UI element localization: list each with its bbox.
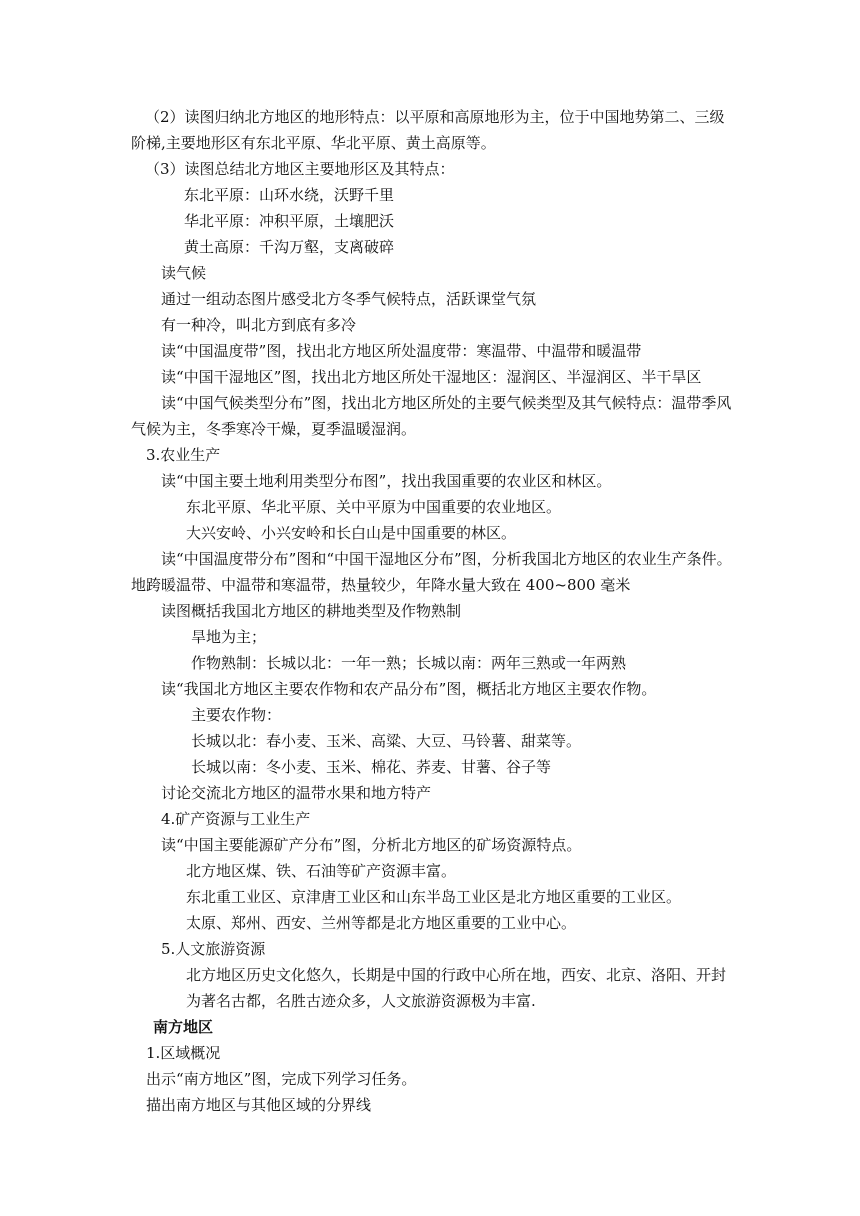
text-line: 读气候: [161, 264, 207, 282]
text-line: 北方地区历史文化悠久，长期是中国的行政中心所在地，西安、北京、洛阳、开封: [186, 966, 727, 984]
text-line: 读“中国干湿地区”图，找出北方地区所处干湿地区：湿润区、半湿润区、半干旱区: [161, 368, 702, 386]
section-heading-overview: 1.区域概况: [146, 1044, 221, 1062]
text-line: 气候为主，冬季寒冷干燥，夏季温暖湿润。: [131, 420, 417, 438]
text-line: 长城以南：冬小麦、玉米、棉花、荞麦、甘薯、谷子等: [191, 758, 552, 776]
text-line: 华北平原：冲积平原，土壤肥沃: [184, 212, 395, 230]
text-line: 读“我国北方地区主要农作物和农产品分布”图，概括北方地区主要农作物。: [161, 680, 657, 698]
text-line: 太原、郑州、西安、兰州等都是北方地区重要的工业中心。: [186, 914, 577, 932]
text-line: 大兴安岭、小兴安岭和长白山是中国重要的林区。: [186, 524, 517, 542]
text-line: 东北重工业区、京津唐工业区和山东半岛工业区是北方地区重要的工业区。: [186, 888, 682, 906]
text-line: 主要农作物：: [191, 706, 282, 724]
text-line: 东北平原：山环水绕，沃野千里: [184, 186, 395, 204]
section-heading-south-region: 南方地区: [153, 1018, 214, 1036]
text-line: 讨论交流北方地区的温带水果和地方特产: [161, 784, 432, 802]
text-line: 北方地区煤、铁、石油等矿产资源丰富。: [186, 862, 457, 880]
text-line: （2）读图归纳北方地区的地形特点：以平原和高原地形为主，位于中国地势第二、三级: [145, 108, 725, 126]
text-line: 阶梯,主要地形区有东北平原、华北平原、黄土高原等。: [131, 134, 496, 152]
section-heading-minerals: 4.矿产资源与工业生产: [161, 810, 311, 828]
text-line: 读“中国温度带分布”图和“中国干湿地区分布”图，分析我国北方地区的农业生产条件。: [161, 550, 732, 568]
text-line: 为著名古都，名胜古迹众多，人文旅游资源极为丰富.: [186, 992, 536, 1010]
text-line: 读“中国气候类型分布”图，找出北方地区所处的主要气候类型及其气候特点：温带季风: [161, 394, 732, 412]
text-line: 旱地为主；: [191, 628, 267, 646]
text-line: 出示“南方地区”图，完成下列学习任务。: [146, 1070, 417, 1088]
text-line: 通过一组动态图片感受北方冬季气候特点，活跃课堂气氛: [161, 290, 537, 308]
text-line: 东北平原、华北平原、关中平原为中国重要的农业地区。: [186, 498, 562, 516]
section-heading-agriculture: 3.农业生产: [146, 446, 221, 464]
text-line: 地跨暖温带、中温带和寒温带，热量较少，年降水量大致在 400~800 毫米: [131, 576, 631, 594]
text-line: （3）读图总结北方地区主要地形区及其特点：: [145, 160, 455, 178]
text-line: 读“中国主要能源矿产分布”图，分析北方地区的矿场资源特点。: [161, 836, 582, 854]
text-line: 长城以北：春小麦、玉米、高粱、大豆、马铃薯、甜菜等。: [191, 732, 582, 750]
text-line: 读“中国温度带”图，找出北方地区所处温度带：寒温带、中温带和暖温带: [161, 342, 642, 360]
text-line: 描出南方地区与其他区域的分界线: [146, 1096, 372, 1114]
text-line: 黄土高原：千沟万壑，支离破碎: [184, 238, 395, 256]
text-line: 作物熟制：长城以北：一年一熟；长城以南：两年三熟或一年两熟: [191, 654, 627, 672]
text-line: 读图概括我国北方地区的耕地类型及作物熟制: [161, 602, 462, 620]
section-heading-tourism: 5.人文旅游资源: [161, 940, 266, 958]
text-line: 读“中国主要土地利用类型分布图”，找出我国重要的农业区和林区。: [161, 472, 612, 490]
text-line: 有一种冷，叫北方到底有多冷: [161, 316, 357, 334]
